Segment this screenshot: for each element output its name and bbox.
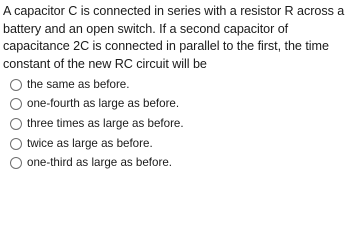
radio-button[interactable]	[10, 98, 22, 110]
radio-button[interactable]	[10, 138, 22, 150]
answer-option-label: one-fourth as large as before.	[27, 97, 180, 111]
answer-option-label: the same as before.	[27, 77, 130, 91]
answer-option[interactable]	[10, 153, 184, 173]
answer-option[interactable]	[10, 114, 184, 134]
radio-button[interactable]	[10, 79, 22, 91]
answer-option-label: one-third as large as before.	[27, 156, 173, 170]
radio-button[interactable]	[10, 157, 22, 169]
question-text: A capacitor C is connected in series with a resistor R across a battery and an open switch. If a second capacitor of capacitance 2C is connected in parallel to the first, the time constant of the new RC circuit will be	[3, 4, 345, 71]
answer-option-label: twice as large as before.	[27, 136, 153, 150]
radio-button[interactable]	[10, 118, 22, 130]
answer-option[interactable]	[10, 134, 184, 154]
answer-option-label: three times as large as before.	[27, 116, 184, 130]
answer-option[interactable]	[10, 75, 184, 95]
answer-option[interactable]	[10, 95, 184, 115]
answer-options	[10, 75, 184, 173]
